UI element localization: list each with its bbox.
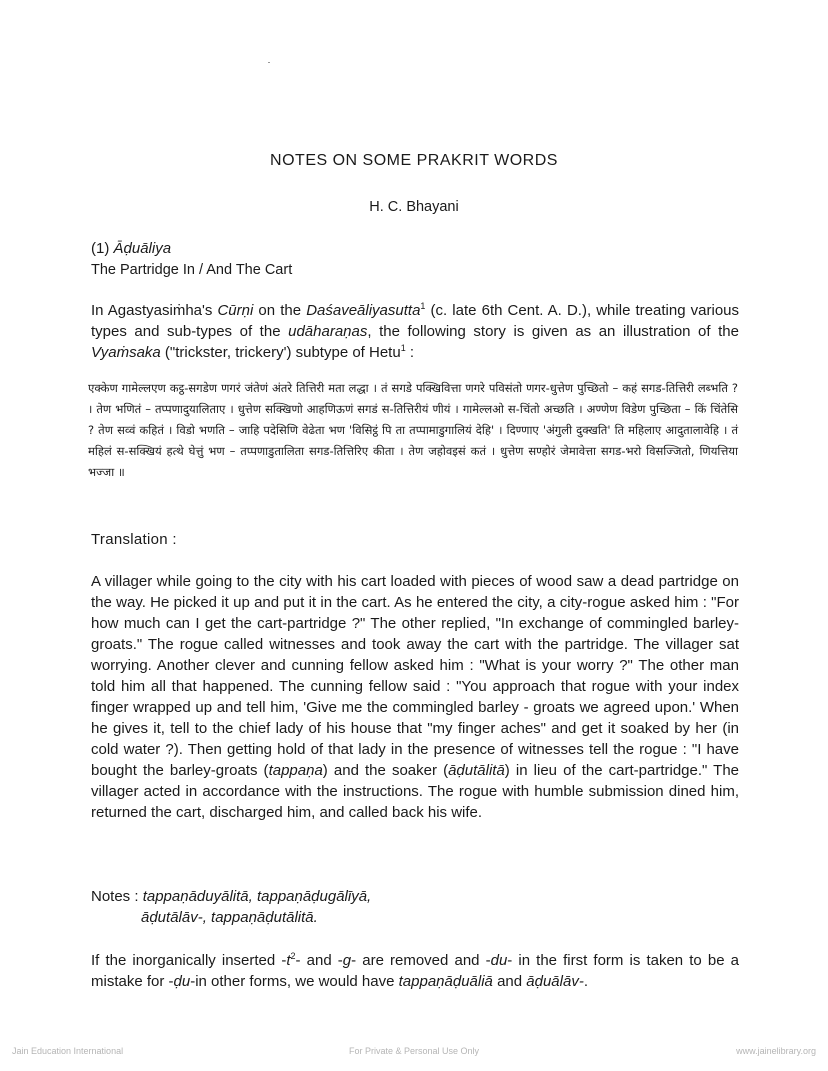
closing-term: ḍu bbox=[173, 973, 191, 990]
intro-paragraph bbox=[91, 300, 739, 363]
footnote-marker: 2 bbox=[290, 951, 296, 961]
intro-vyamsaka: Vyaṁsaka bbox=[91, 344, 161, 361]
intro-udaharanas: udāharaṇas bbox=[288, 323, 368, 340]
closing-text: - are removed and - bbox=[351, 952, 491, 969]
footnote-marker: 1 bbox=[420, 301, 426, 311]
scan-speck bbox=[268, 62, 270, 63]
translation-text: ) in lieu of the cart-partridge." The villager acted in accordance with the instructions. The rogue with humble submission dined him, returned the cart, discharged him, and called back his wife. bbox=[91, 762, 740, 821]
section-number: (1) bbox=[91, 240, 110, 257]
translation-heading: Translation : bbox=[91, 531, 177, 548]
closing-text: -in other forms, we would have bbox=[190, 973, 399, 990]
closing-term: du bbox=[490, 952, 508, 969]
paper-author: H. C. Bhayani bbox=[369, 199, 459, 215]
intro-text: In Agastyasiṁha's bbox=[91, 302, 218, 319]
notes-line-1 bbox=[91, 886, 371, 907]
section-word: Āḍuāliya bbox=[113, 240, 172, 257]
term-adutalita: āḍutālitā bbox=[448, 762, 505, 779]
closing-form: tappaṇāḍuāliā bbox=[398, 973, 493, 990]
intro-text: (c. late 6th Cent. A. D.), while treating various types and sub-types of the bbox=[91, 302, 739, 340]
translation-text: ) and the soaker ( bbox=[322, 762, 449, 779]
notes-block bbox=[91, 886, 371, 928]
intro-text: ("trickster, trickery') subtype of Hetu bbox=[160, 344, 401, 361]
intro-work-title: Daśaveāliyasutta bbox=[306, 302, 421, 319]
closing-text: and bbox=[492, 973, 527, 990]
closing-paragraph bbox=[91, 950, 739, 992]
closing-term: t bbox=[286, 952, 291, 969]
closing-text: - and - bbox=[295, 952, 343, 969]
closing-text: . bbox=[583, 973, 588, 990]
intro-curni: Cūrṇi bbox=[217, 302, 254, 319]
translation-paragraph bbox=[91, 571, 739, 823]
section-heading bbox=[91, 240, 171, 257]
intro-text: , the following story is given as an illustration of the bbox=[367, 323, 739, 340]
closing-form: āḍuālāv- bbox=[526, 973, 584, 990]
notes-line-2 bbox=[91, 907, 371, 928]
section-subtitle: The Partridge In / And The Cart bbox=[91, 262, 293, 278]
notes-label: Notes : bbox=[91, 888, 139, 905]
notes-forms-2: āḍutālāv-, tappaṇāḍutālitā. bbox=[141, 909, 318, 926]
closing-term: g bbox=[342, 952, 352, 969]
closing-text: - in the first form is taken to be a mistake for - bbox=[91, 952, 739, 990]
footer-usage-note: For Private & Personal Use Only bbox=[348, 1046, 480, 1056]
footer-website-link[interactable]: www.jainelibrary.org bbox=[736, 1046, 816, 1056]
footer-publisher: Jain Education International bbox=[12, 1046, 124, 1056]
notes-forms-1: tappaṇāduyālitā, tappaṇāḍugālīyā, bbox=[142, 888, 372, 905]
prakrit-passage: एक्केण गामेल्लएण कट्ठ-सगडेण णगरं जंतेणं अंतरे तित्तिरी मता लद्धा । तं सगडे पक्खिवित्ता णगरे पविसंतो णगर-धुत्तेण पुच्छितो – कहं सगड-तित्तिरी लब्भति ? । तेण भणितं – तप्पणादुयालिताए । धुत्तेण सक्खिणो आहणिऊणं सगडं स-तित्तिरीयं णीयं । गामेल्लओ स-चिंतो अच्छति । अण्णेण विडेण पुच्छिता – किं चिंतेसि ? तेण सव्वं कहितं । विडो भणति – जाहि पदेसिणि वेढेता भण 'विसिट्ठं पि ता तप्पामाडुगालियं देहि' । दिण्णाए 'अंगुली दुक्खति' ति महिलाए आदुतालावेहि । तं महिलं स-सक्खियं हत्थे घेत्तुं भण – तप्पणाडुतालिता सगड-तित्तिरिए कीता । तेण जहोवइसं कतं । धुत्तेण सण्होरं जेमावेत्ता सगड-भरो विसज्जितो, णियत्तिया भज्जा ॥ bbox=[88, 381, 738, 479]
intro-text: : bbox=[405, 344, 415, 361]
intro-text: on the bbox=[253, 302, 307, 319]
footnote-marker: 1 bbox=[400, 343, 406, 353]
paper-title: NOTES ON SOME PRAKRIT WORDS bbox=[270, 152, 558, 169]
translation-text: A villager while going to the city with his cart loaded with pieces of wood saw a dead partridge on the way. He picked it up and put it in the cart. As he entered the city, a city-rogue asked him : "For how much can I get the cart-partridge ?" The other replied, "In exchange of commingled barley-groats." The rogue called witnesses and took away the cart with the partridge. The villager sat worrying. Another clever and cunning fellow asked him : "What is your worry ?" The other man told him all that happened. The cunning fellow said : "You approach that rogue with your index finger wrapped up and tell him, 'Give me the commingled barley - groats we agreed upon.' When he gives it, tell to the chief lady of his house that "my finger aches" and get it soaked by her (in cold water ?). Then getting hold of that lady in the presence of witnesses tell the rogue : "I have bought the barley-groats ( bbox=[91, 573, 739, 779]
closing-text: If the inorganically inserted - bbox=[91, 952, 287, 969]
page-footer bbox=[0, 1046, 828, 1060]
term-tappana: tappaṇa bbox=[268, 762, 323, 779]
